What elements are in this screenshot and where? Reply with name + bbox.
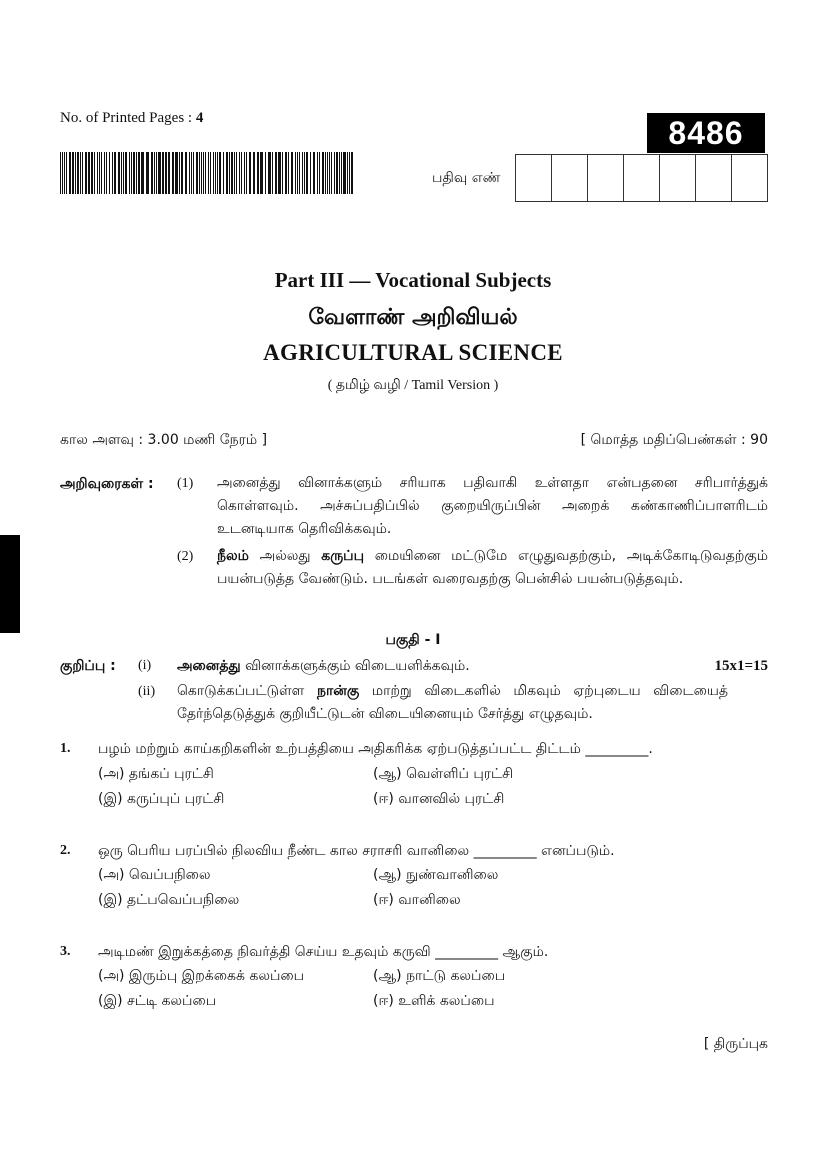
paper-code: 8486 xyxy=(647,113,765,153)
question-text: ஒரு பெரிய பரப்பில் நிலவிய நீண்ட கால சராசரி வானிலை _________ எனப்படும். xyxy=(98,843,615,859)
note-label: குறிப்பு : xyxy=(60,658,116,674)
version-label: ( தமிழ் வழி / Tamil Version ) xyxy=(327,378,499,393)
option: (இ) கருப்புப் புரட்சி xyxy=(98,791,225,807)
option: (ஆ) நாட்டு கலப்பை xyxy=(373,968,506,984)
note-number: (ii) xyxy=(138,684,156,699)
section-marks: 15x1=15 xyxy=(714,658,768,674)
instruction-number: (1) xyxy=(177,476,194,491)
register-digit-box[interactable] xyxy=(587,155,623,201)
question-number: 1. xyxy=(60,741,71,756)
option: (அ) இரும்பு இறக்கைக் கலப்பை xyxy=(98,968,305,984)
emphasis-blue: நீலம் xyxy=(217,548,249,564)
option: (ஆ) வெள்ளிப் புரட்சி xyxy=(373,766,514,782)
subject-title-english: AGRICULTURAL SCIENCE xyxy=(263,340,563,365)
part-title: Part III — Vocational Subjects xyxy=(274,268,552,292)
printed-pages-label: No. of Printed Pages : xyxy=(60,110,193,126)
option: (ஈ) உளிக் கலப்பை xyxy=(373,993,495,1009)
question-number: 2. xyxy=(60,843,71,858)
printed-pages-value: 4 xyxy=(195,110,204,126)
register-digit-box[interactable] xyxy=(623,155,659,201)
option: (அ) தங்கப் புரட்சி xyxy=(98,766,214,782)
option: (அ) வெப்பநிலை xyxy=(98,867,211,883)
emphasis-black: கருப்பு xyxy=(321,548,364,564)
option: (ஈ) வானவில் புரட்சி xyxy=(373,791,505,807)
question-text: அடிமண் இறுக்கத்தை நிவர்த்தி செய்ய உதவும் கருவி _________ ஆகும். xyxy=(98,944,549,960)
register-number-boxes[interactable] xyxy=(515,154,768,202)
option: (இ) தட்பவெப்பநிலை xyxy=(98,892,240,908)
register-number-label: பதிவு எண் xyxy=(432,170,501,186)
option: (ஆ) நுண்வானிலை xyxy=(373,867,499,883)
barcode xyxy=(60,152,354,194)
instruction-text: நீலம் அல்லது கருப்பு மையினை மட்டுமே எழுதுவதற்கும், அடிக்கோடிடுவதற்கும் பயன்படுத்த வேண்டும். படங்கள் வரைவதற்கு பென்சில் பயன்படுத்தவும். xyxy=(217,548,768,587)
option: (இ) சட்டி கலப்பை xyxy=(98,993,217,1009)
note-text: அனைத்து வினாக்களுக்கும் விடையளிக்கவும். xyxy=(177,658,470,674)
turn-over: [ திருப்புக xyxy=(703,1036,768,1052)
note-text: கொடுக்கப்பட்டுள்ள நான்கு மாற்று விடைகளில் மிகவும் ஏற்புடைய விடையைத் தேர்ந்தெடுத்துக் குறியீட்டுடன் விடையினையும் சேர்த்து எழுதவும். xyxy=(177,683,728,722)
instruction-text: அனைத்து வினாக்களும் சரியாக பதிவாகி உள்ளதா என்பதனை சரிபார்த்துக் கொள்ளவும். அச்சுப்பதிப்பில் குறையிருப்பின் அறைக் கண்காணிப்பாளரிடம் உடனடியாக தெரிவிக்கவும். xyxy=(217,475,768,537)
register-digit-box[interactable] xyxy=(551,155,587,201)
question-text: பழம் மற்றும் காய்கறிகளின் உற்பத்தியை அதிகரிக்க ஏற்படுத்தப்பட்ட திட்டம் _________. xyxy=(98,741,653,757)
register-digit-box[interactable] xyxy=(695,155,731,201)
printed-pages xyxy=(60,110,203,127)
instruction-number: (2) xyxy=(177,549,194,564)
section-title: பகுதி - I xyxy=(385,632,441,648)
note-number: (i) xyxy=(138,658,152,673)
register-digit-box[interactable] xyxy=(659,155,695,201)
total-marks: [ மொத்த மதிப்பெண்கள் : 90 xyxy=(580,432,768,448)
time-allowed: கால அளவு : 3.00 மணி நேரம் ] xyxy=(60,432,268,448)
register-digit-box[interactable] xyxy=(731,155,767,201)
register-digit-box[interactable] xyxy=(516,155,551,201)
subject-title-tamil: வேளாண் அறிவியல் xyxy=(308,305,518,330)
option: (ஈ) வானிலை xyxy=(373,892,461,908)
side-marker xyxy=(0,535,20,633)
instructions-label: அறிவுரைகள் : xyxy=(60,476,154,492)
question-number: 3. xyxy=(60,944,71,959)
